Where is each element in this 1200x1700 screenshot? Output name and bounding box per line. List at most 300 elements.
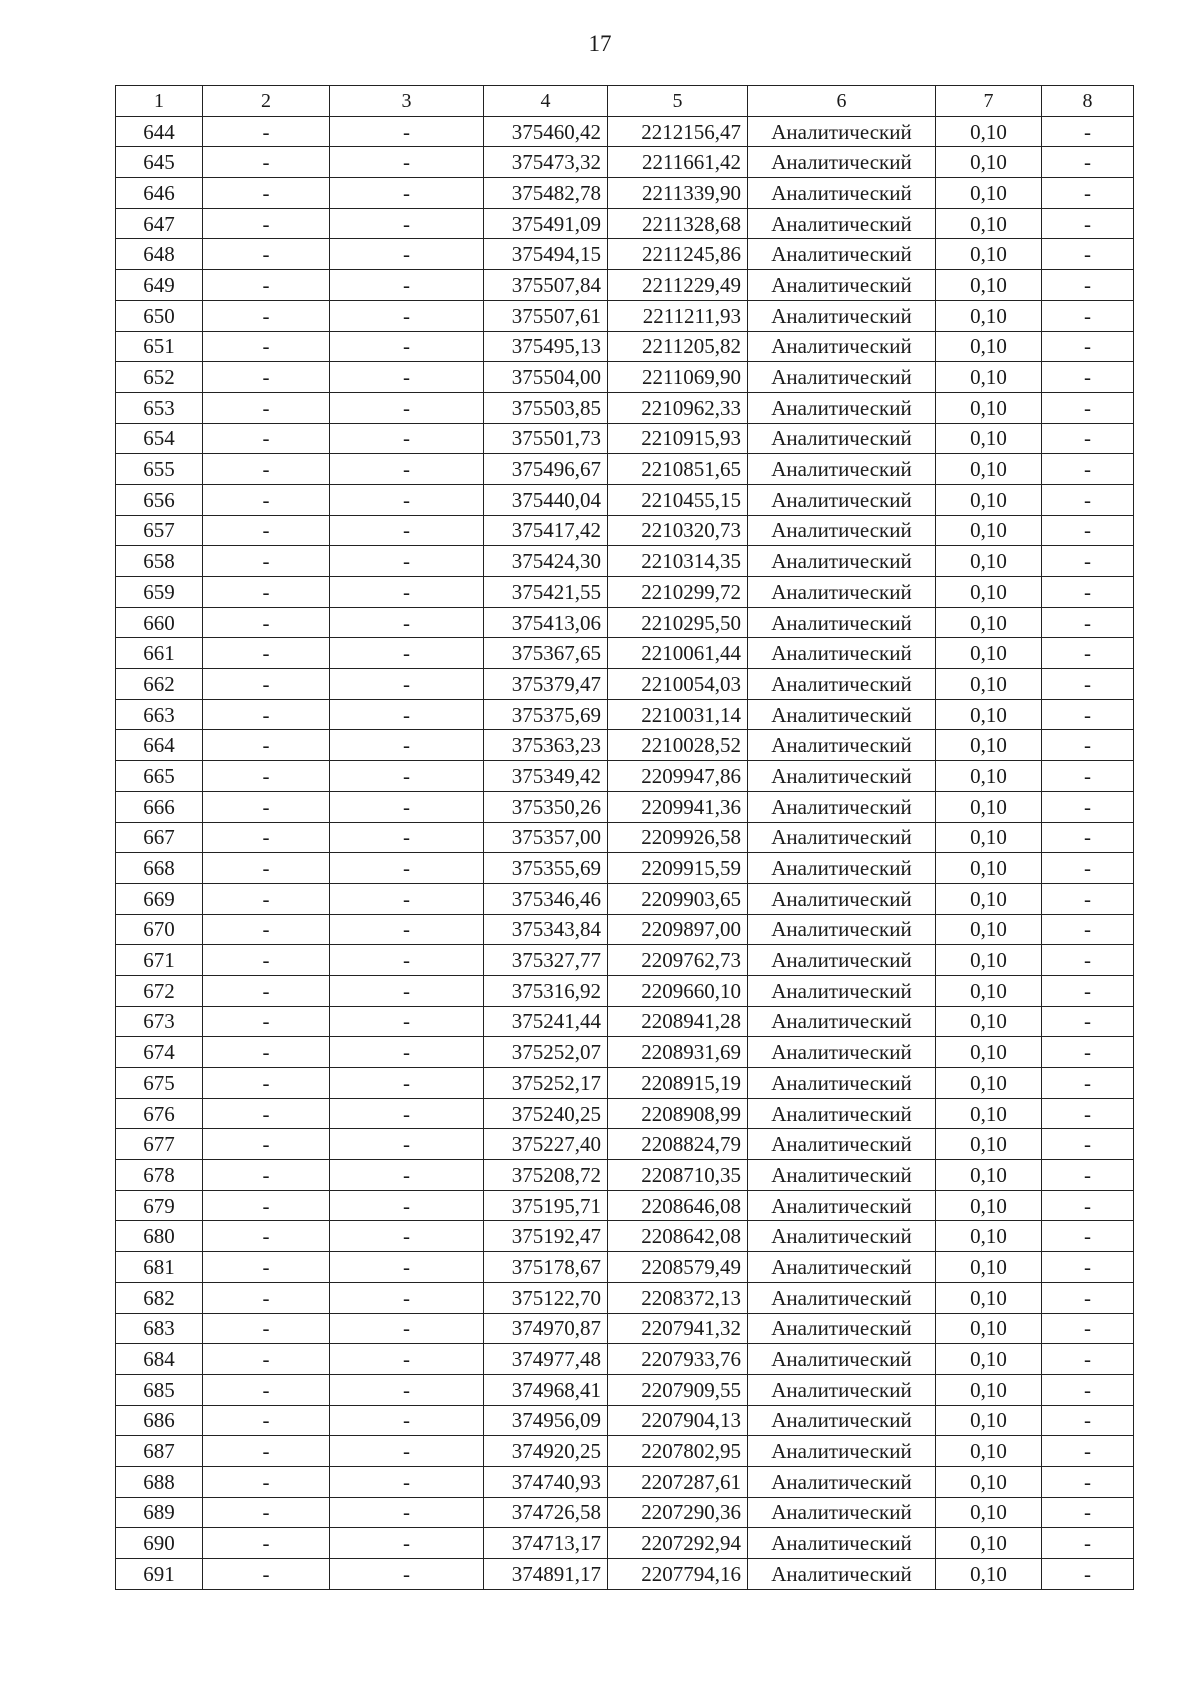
cell-col-3: -: [330, 331, 484, 362]
cell-coord-x: 375507,61: [484, 300, 608, 331]
table-row: [116, 484, 1134, 515]
cell-coord-y: 2211205,82: [608, 331, 748, 362]
cell-point-number: 664: [116, 730, 203, 761]
cell-point-number: 665: [116, 761, 203, 792]
cell-accuracy: 0,10: [936, 1497, 1042, 1528]
page-number: 17: [588, 31, 612, 56]
cell-col-8: -: [1042, 1068, 1134, 1099]
cell-col-3: -: [330, 1098, 484, 1129]
cell-coord-x: 375192,47: [484, 1221, 608, 1252]
cell-coord-x: 375346,46: [484, 883, 608, 914]
cell-coord-y: 2212156,47: [608, 116, 748, 147]
cell-col-8: -: [1042, 1344, 1134, 1375]
table-row: [116, 1129, 1134, 1160]
table-row: [116, 730, 1134, 761]
cell-method: Аналитический: [748, 669, 936, 700]
table-row: [116, 331, 1134, 362]
cell-method: Аналитический: [748, 454, 936, 485]
cell-col-3: -: [330, 423, 484, 454]
cell-col-3: -: [330, 1252, 484, 1283]
cell-accuracy: 0,10: [936, 638, 1042, 669]
cell-point-number: 688: [116, 1466, 203, 1497]
table-row: [116, 208, 1134, 239]
cell-col-2: -: [203, 147, 330, 178]
cell-coord-y: 2208931,69: [608, 1037, 748, 1068]
cell-col-2: -: [203, 1190, 330, 1221]
cell-accuracy: 0,10: [936, 1466, 1042, 1497]
cell-method: Аналитический: [748, 883, 936, 914]
cell-method: Аналитический: [748, 1282, 936, 1313]
cell-accuracy: 0,10: [936, 300, 1042, 331]
table-row: [116, 791, 1134, 822]
cell-coord-x: 375460,42: [484, 116, 608, 147]
cell-point-number: 682: [116, 1282, 203, 1313]
table-row: [116, 1466, 1134, 1497]
cell-method: Аналитический: [748, 1006, 936, 1037]
cell-accuracy: 0,10: [936, 822, 1042, 853]
cell-accuracy: 0,10: [936, 1528, 1042, 1559]
cell-method: Аналитический: [748, 1405, 936, 1436]
cell-point-number: 656: [116, 484, 203, 515]
table-row: [116, 945, 1134, 976]
cell-col-8: -: [1042, 515, 1134, 546]
cell-col-3: -: [330, 1528, 484, 1559]
cell-col-2: -: [203, 791, 330, 822]
cell-accuracy: 0,10: [936, 515, 1042, 546]
cell-col-8: -: [1042, 1160, 1134, 1191]
cell-point-number: 687: [116, 1436, 203, 1467]
cell-accuracy: 0,10: [936, 178, 1042, 209]
cell-method: Аналитический: [748, 423, 936, 454]
cell-col-3: -: [330, 1068, 484, 1099]
table-row: [116, 577, 1134, 608]
cell-method: Аналитический: [748, 1559, 936, 1590]
cell-col-2: -: [203, 945, 330, 976]
cell-col-3: -: [330, 362, 484, 393]
cell-coord-y: 2208915,19: [608, 1068, 748, 1099]
cell-point-number: 662: [116, 669, 203, 700]
cell-point-number: 689: [116, 1497, 203, 1528]
table-row: [116, 669, 1134, 700]
cell-point-number: 683: [116, 1313, 203, 1344]
cell-point-number: 690: [116, 1528, 203, 1559]
cell-col-8: -: [1042, 1282, 1134, 1313]
cell-col-8: -: [1042, 1528, 1134, 1559]
cell-accuracy: 0,10: [936, 208, 1042, 239]
cell-accuracy: 0,10: [936, 239, 1042, 270]
cell-accuracy: 0,10: [936, 392, 1042, 423]
cell-coord-y: 2209897,00: [608, 914, 748, 945]
cell-method: Аналитический: [748, 546, 936, 577]
cell-coord-x: 374920,25: [484, 1436, 608, 1467]
cell-method: Аналитический: [748, 945, 936, 976]
cell-col-2: -: [203, 392, 330, 423]
cell-col-8: -: [1042, 1037, 1134, 1068]
table-row: [116, 116, 1134, 147]
cell-col-8: -: [1042, 239, 1134, 270]
cell-accuracy: 0,10: [936, 914, 1042, 945]
cell-col-2: -: [203, 1068, 330, 1099]
cell-col-2: -: [203, 1344, 330, 1375]
table-row: [116, 1313, 1134, 1344]
table-row: [116, 1528, 1134, 1559]
cell-col-8: -: [1042, 208, 1134, 239]
cell-method: Аналитический: [748, 484, 936, 515]
cell-method: Аналитический: [748, 577, 936, 608]
cell-method: Аналитический: [748, 1436, 936, 1467]
cell-col-3: -: [330, 1497, 484, 1528]
table-row: [116, 515, 1134, 546]
cell-accuracy: 0,10: [936, 607, 1042, 638]
table-row: [116, 883, 1134, 914]
table-row: [116, 822, 1134, 853]
cell-accuracy: 0,10: [936, 1006, 1042, 1037]
cell-point-number: 663: [116, 699, 203, 730]
cell-col-8: -: [1042, 914, 1134, 945]
cell-coord-y: 2210054,03: [608, 669, 748, 700]
cell-accuracy: 0,10: [936, 1098, 1042, 1129]
cell-col-3: -: [330, 1006, 484, 1037]
cell-col-2: -: [203, 1221, 330, 1252]
cell-point-number: 648: [116, 239, 203, 270]
cell-method: Аналитический: [748, 1160, 936, 1191]
cell-coord-y: 2209941,36: [608, 791, 748, 822]
cell-coord-y: 2208579,49: [608, 1252, 748, 1283]
cell-point-number: 645: [116, 147, 203, 178]
cell-coord-x: 375327,77: [484, 945, 608, 976]
cell-col-3: -: [330, 791, 484, 822]
cell-method: Аналитический: [748, 1528, 936, 1559]
cell-coord-y: 2208642,08: [608, 1221, 748, 1252]
cell-col-2: -: [203, 1037, 330, 1068]
table-row: [116, 270, 1134, 301]
table-row: [116, 1436, 1134, 1467]
cell-col-2: -: [203, 761, 330, 792]
cell-method: Аналитический: [748, 1497, 936, 1528]
cell-col-3: -: [330, 945, 484, 976]
cell-coord-y: 2211245,86: [608, 239, 748, 270]
cell-accuracy: 0,10: [936, 116, 1042, 147]
cell-coord-y: 2208372,13: [608, 1282, 748, 1313]
cell-col-8: -: [1042, 1497, 1134, 1528]
cell-col-3: -: [330, 883, 484, 914]
cell-col-3: -: [330, 607, 484, 638]
column-header-5: 5: [608, 86, 748, 117]
cell-col-8: -: [1042, 1466, 1134, 1497]
cell-method: Аналитический: [748, 515, 936, 546]
cell-method: Аналитический: [748, 362, 936, 393]
cell-col-3: -: [330, 1436, 484, 1467]
cell-method: Аналитический: [748, 270, 936, 301]
cell-col-2: -: [203, 1160, 330, 1191]
cell-col-2: -: [203, 1466, 330, 1497]
cell-coord-x: 375507,84: [484, 270, 608, 301]
cell-coord-y: 2207290,36: [608, 1497, 748, 1528]
cell-col-2: -: [203, 1528, 330, 1559]
cell-coord-x: 375379,47: [484, 669, 608, 700]
cell-accuracy: 0,10: [936, 270, 1042, 301]
cell-coord-x: 375357,00: [484, 822, 608, 853]
cell-method: Аналитический: [748, 392, 936, 423]
table-row: [116, 914, 1134, 945]
cell-point-number: 672: [116, 975, 203, 1006]
cell-point-number: 686: [116, 1405, 203, 1436]
column-header-1: 1: [116, 86, 203, 117]
cell-accuracy: 0,10: [936, 546, 1042, 577]
cell-col-3: -: [330, 208, 484, 239]
cell-col-8: -: [1042, 853, 1134, 884]
cell-col-8: -: [1042, 945, 1134, 976]
cell-accuracy: 0,10: [936, 1252, 1042, 1283]
table-row: [116, 454, 1134, 485]
cell-point-number: 657: [116, 515, 203, 546]
cell-col-2: -: [203, 362, 330, 393]
cell-col-3: -: [330, 546, 484, 577]
cell-col-8: -: [1042, 392, 1134, 423]
cell-coord-x: 375375,69: [484, 699, 608, 730]
cell-coord-y: 2207802,95: [608, 1436, 748, 1467]
cell-col-8: -: [1042, 669, 1134, 700]
cell-col-8: -: [1042, 883, 1134, 914]
cell-col-2: -: [203, 1129, 330, 1160]
cell-coord-x: 375424,30: [484, 546, 608, 577]
table-row: [116, 300, 1134, 331]
cell-point-number: 671: [116, 945, 203, 976]
cell-col-8: -: [1042, 638, 1134, 669]
cell-col-2: -: [203, 1006, 330, 1037]
cell-col-3: -: [330, 116, 484, 147]
cell-coord-y: 2210915,93: [608, 423, 748, 454]
cell-col-3: -: [330, 454, 484, 485]
cell-method: Аналитический: [748, 638, 936, 669]
table-row: [116, 239, 1134, 270]
cell-point-number: 676: [116, 1098, 203, 1129]
column-header-8: 8: [1042, 86, 1134, 117]
cell-col-3: -: [330, 1374, 484, 1405]
table-row: [116, 1252, 1134, 1283]
cell-point-number: 673: [116, 1006, 203, 1037]
cell-col-3: -: [330, 1037, 484, 1068]
cell-coord-x: 375363,23: [484, 730, 608, 761]
cell-coord-x: 374726,58: [484, 1497, 608, 1528]
cell-col-2: -: [203, 270, 330, 301]
cell-accuracy: 0,10: [936, 761, 1042, 792]
cell-coord-x: 375350,26: [484, 791, 608, 822]
cell-col-2: -: [203, 1559, 330, 1590]
cell-col-8: -: [1042, 577, 1134, 608]
cell-coord-x: 375208,72: [484, 1160, 608, 1191]
cell-coord-x: 375316,92: [484, 975, 608, 1006]
cell-coord-x: 375495,13: [484, 331, 608, 362]
cell-coord-y: 2210320,73: [608, 515, 748, 546]
cell-coord-y: 2208941,28: [608, 1006, 748, 1037]
cell-col-8: -: [1042, 1129, 1134, 1160]
cell-coord-x: 375494,15: [484, 239, 608, 270]
cell-method: Аналитический: [748, 1037, 936, 1068]
cell-accuracy: 0,10: [936, 945, 1042, 976]
cell-col-3: -: [330, 1405, 484, 1436]
cell-coord-y: 2209915,59: [608, 853, 748, 884]
cell-coord-y: 2211328,68: [608, 208, 748, 239]
cell-col-8: -: [1042, 423, 1134, 454]
cell-coord-x: 375503,85: [484, 392, 608, 423]
cell-col-3: -: [330, 730, 484, 761]
cell-point-number: 658: [116, 546, 203, 577]
cell-col-3: -: [330, 1559, 484, 1590]
cell-col-8: -: [1042, 1252, 1134, 1283]
cell-coord-y: 2207909,55: [608, 1374, 748, 1405]
cell-point-number: 644: [116, 116, 203, 147]
cell-point-number: 667: [116, 822, 203, 853]
table-row: [116, 638, 1134, 669]
cell-col-8: -: [1042, 822, 1134, 853]
cell-coord-x: 375504,00: [484, 362, 608, 393]
cell-coord-y: 2211069,90: [608, 362, 748, 393]
cell-coord-y: 2210455,15: [608, 484, 748, 515]
cell-coord-y: 2207794,16: [608, 1559, 748, 1590]
cell-method: Аналитический: [748, 208, 936, 239]
cell-method: Аналитический: [748, 1466, 936, 1497]
cell-method: Аналитический: [748, 147, 936, 178]
cell-col-3: -: [330, 515, 484, 546]
table-row: [116, 607, 1134, 638]
cell-coord-y: 2207287,61: [608, 1466, 748, 1497]
cell-coord-y: 2211229,49: [608, 270, 748, 301]
cell-method: Аналитический: [748, 822, 936, 853]
cell-col-3: -: [330, 1282, 484, 1313]
cell-point-number: 655: [116, 454, 203, 485]
cell-method: Аналитический: [748, 1374, 936, 1405]
cell-col-2: -: [203, 1313, 330, 1344]
cell-coord-x: 375355,69: [484, 853, 608, 884]
cell-col-8: -: [1042, 1374, 1134, 1405]
cell-accuracy: 0,10: [936, 484, 1042, 515]
cell-col-3: -: [330, 484, 484, 515]
cell-coord-y: 2211339,90: [608, 178, 748, 209]
cell-accuracy: 0,10: [936, 669, 1042, 700]
table-row: [116, 362, 1134, 393]
cell-point-number: 668: [116, 853, 203, 884]
cell-col-2: -: [203, 822, 330, 853]
cell-col-3: -: [330, 1344, 484, 1375]
cell-coord-x: 374970,87: [484, 1313, 608, 1344]
cell-col-3: -: [330, 1190, 484, 1221]
cell-accuracy: 0,10: [936, 1282, 1042, 1313]
cell-col-8: -: [1042, 1190, 1134, 1221]
cell-coord-x: 374740,93: [484, 1466, 608, 1497]
cell-col-8: -: [1042, 178, 1134, 209]
table-row: [116, 1344, 1134, 1375]
cell-col-2: -: [203, 914, 330, 945]
cell-point-number: 675: [116, 1068, 203, 1099]
cell-accuracy: 0,10: [936, 975, 1042, 1006]
cell-coord-x: 374956,09: [484, 1405, 608, 1436]
cell-accuracy: 0,10: [936, 699, 1042, 730]
cell-col-2: -: [203, 116, 330, 147]
cell-col-2: -: [203, 669, 330, 700]
cell-col-3: -: [330, 1129, 484, 1160]
cell-method: Аналитический: [748, 116, 936, 147]
cell-method: Аналитический: [748, 1190, 936, 1221]
cell-coord-y: 2209762,73: [608, 945, 748, 976]
cell-col-3: -: [330, 669, 484, 700]
cell-coord-x: 375252,17: [484, 1068, 608, 1099]
cell-point-number: 654: [116, 423, 203, 454]
table-row: [116, 423, 1134, 454]
cell-method: Аналитический: [748, 239, 936, 270]
cell-col-8: -: [1042, 270, 1134, 301]
cell-accuracy: 0,10: [936, 1037, 1042, 1068]
cell-accuracy: 0,10: [936, 853, 1042, 884]
cell-point-number: 678: [116, 1160, 203, 1191]
cell-point-number: 660: [116, 607, 203, 638]
cell-coord-x: 375349,42: [484, 761, 608, 792]
cell-method: Аналитический: [748, 730, 936, 761]
cell-col-3: -: [330, 699, 484, 730]
table-row: [116, 699, 1134, 730]
cell-col-3: -: [330, 853, 484, 884]
cell-point-number: 691: [116, 1559, 203, 1590]
cell-col-2: -: [203, 331, 330, 362]
cell-method: Аналитический: [748, 1068, 936, 1099]
table-header-row: [116, 86, 1134, 117]
cell-accuracy: 0,10: [936, 1221, 1042, 1252]
cell-col-3: -: [330, 975, 484, 1006]
cell-coord-y: 2209903,65: [608, 883, 748, 914]
table-row: [116, 1068, 1134, 1099]
cell-col-2: -: [203, 1252, 330, 1283]
cell-col-2: -: [203, 883, 330, 914]
cell-coord-x: 375482,78: [484, 178, 608, 209]
cell-point-number: 661: [116, 638, 203, 669]
cell-accuracy: 0,10: [936, 1160, 1042, 1191]
cell-col-8: -: [1042, 147, 1134, 178]
cell-method: Аналитический: [748, 300, 936, 331]
cell-point-number: 670: [116, 914, 203, 945]
cell-coord-y: 2211661,42: [608, 147, 748, 178]
table-row: [116, 1282, 1134, 1313]
cell-point-number: 646: [116, 178, 203, 209]
cell-point-number: 680: [116, 1221, 203, 1252]
cell-col-8: -: [1042, 730, 1134, 761]
table-row: [116, 1221, 1134, 1252]
cell-coord-y: 2210061,44: [608, 638, 748, 669]
cell-col-2: -: [203, 423, 330, 454]
cell-accuracy: 0,10: [936, 1190, 1042, 1221]
cell-col-2: -: [203, 208, 330, 239]
cell-col-8: -: [1042, 1098, 1134, 1129]
cell-coord-y: 2210295,50: [608, 607, 748, 638]
cell-col-2: -: [203, 638, 330, 669]
cell-accuracy: 0,10: [936, 730, 1042, 761]
cell-coord-y: 2207904,13: [608, 1405, 748, 1436]
cell-coord-y: 2209926,58: [608, 822, 748, 853]
cell-method: Аналитический: [748, 1129, 936, 1160]
cell-col-8: -: [1042, 1559, 1134, 1590]
cell-coord-x: 375367,65: [484, 638, 608, 669]
cell-accuracy: 0,10: [936, 454, 1042, 485]
cell-coord-y: 2210314,35: [608, 546, 748, 577]
table-row: [116, 1559, 1134, 1590]
cell-col-8: -: [1042, 546, 1134, 577]
cell-coord-x: 375252,07: [484, 1037, 608, 1068]
cell-col-8: -: [1042, 761, 1134, 792]
cell-coord-x: 375413,06: [484, 607, 608, 638]
cell-point-number: 649: [116, 270, 203, 301]
cell-accuracy: 0,10: [936, 1344, 1042, 1375]
cell-point-number: 653: [116, 392, 203, 423]
cell-coord-x: 375240,25: [484, 1098, 608, 1129]
